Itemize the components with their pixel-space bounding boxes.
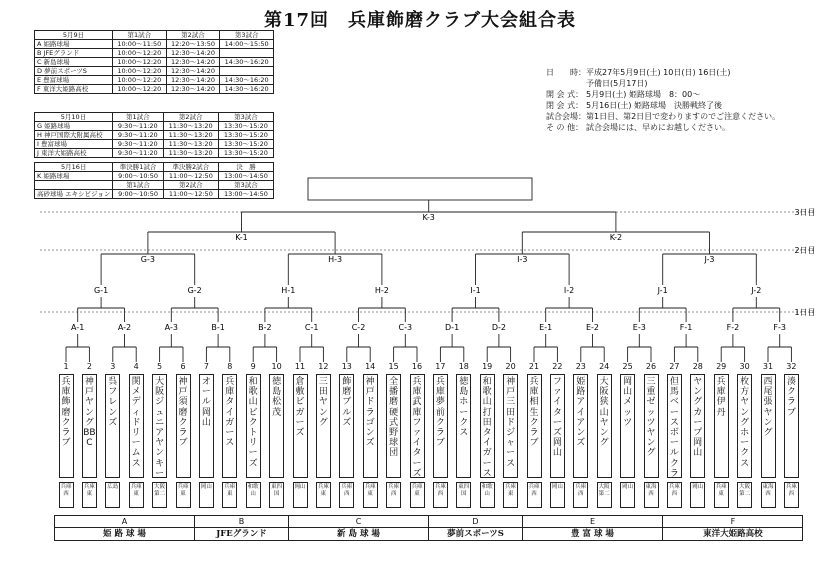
team-name: 神戸須磨クラブ — [176, 374, 191, 478]
venue-name: 夢前スポーツS — [428, 527, 522, 541]
venue-letter: A — [54, 515, 195, 527]
team-name: ファイターズ岡山 — [550, 374, 565, 478]
match-label-round2: I-2 — [563, 286, 575, 295]
venue-letter: F — [662, 515, 803, 527]
schedule-time: 11:30～13:20 — [163, 131, 218, 140]
venue-box — [522, 515, 663, 541]
team-number: 26 — [645, 362, 657, 371]
schedule-time: 13:30～15:20 — [218, 140, 273, 149]
match-label-round1: C-3 — [398, 323, 413, 332]
team-number: 5 — [157, 362, 163, 371]
team-name: 湊クラブ — [784, 374, 799, 478]
team-name: 和歌山ビクトリーズ — [246, 374, 261, 478]
team-number: 30 — [739, 362, 750, 371]
team-number: 4 — [133, 362, 139, 371]
team-name: 神戸三田ドジャース — [503, 374, 518, 478]
team-number: 13 — [341, 362, 352, 371]
schedule-time: 14:30～16:20 — [220, 76, 274, 85]
team-number: 22 — [552, 362, 563, 371]
schedule-time: 9:00～10:50 — [113, 172, 163, 181]
match-label-quarterfinal: J-3 — [704, 255, 715, 264]
schedule-header-cell: 第1試合 — [113, 31, 167, 40]
schedule-time: 12:30～14:20 — [166, 49, 220, 58]
team-number: 1 — [63, 362, 69, 371]
match-label-quarterfinal: G-3 — [140, 255, 155, 264]
team-region: 兵庫西 — [784, 482, 799, 508]
match-label-round1: F-1 — [679, 323, 693, 332]
schedule-header-cell: 第1試合 — [113, 113, 164, 122]
team-region: 和歌山 — [246, 482, 261, 508]
venue-box — [194, 515, 288, 541]
schedule-time: 11:30～13:20 — [163, 140, 218, 149]
team-name: 兵庫タイガース — [222, 374, 237, 478]
team-name: 徳島松茂 — [269, 374, 284, 478]
team-region: 大阪第二 — [152, 482, 167, 508]
team-region: 岡山 — [690, 482, 705, 508]
team-name: ヤングカープ岡山 — [690, 374, 705, 478]
team-number: 28 — [692, 362, 703, 371]
team-number: 6 — [180, 362, 186, 371]
team-region: 東四国 — [456, 482, 471, 508]
schedule-time: 9:30～11:20 — [113, 122, 164, 131]
schedule-venue: C 新島球場 — [35, 58, 113, 67]
team-number: 32 — [786, 362, 797, 371]
team-region: 兵庫西 — [573, 482, 588, 508]
team-number: 15 — [388, 362, 399, 371]
venue-name: 姫 路 球 場 — [54, 527, 195, 541]
schedule-time: 13:30～15:20 — [218, 131, 273, 140]
venue-letter: B — [194, 515, 288, 527]
schedule-header-cell: 第2試合 — [166, 31, 220, 40]
schedule-venue: K 姫路球場 — [35, 172, 113, 181]
schedule-date: 5月10日 — [35, 113, 113, 122]
schedule-venue: B JFEグランド — [35, 49, 113, 58]
venue-name: 豊 富 球 場 — [522, 527, 663, 541]
champion-box — [308, 178, 532, 200]
match-label-round2: J-2 — [751, 286, 762, 295]
team-number: 7 — [203, 362, 209, 371]
schedule-header-cell: 第3試合 — [220, 31, 274, 40]
schedule-time: 14:30～16:20 — [220, 85, 274, 94]
schedule-venue: A 姫路球場 — [35, 40, 113, 49]
venue-name: JFEグランド — [194, 527, 288, 541]
team-name: 和歌山打田タイガース — [480, 374, 495, 478]
team-region: 兵庫西 — [386, 482, 401, 508]
schedule-date: 5月9日 — [35, 31, 113, 40]
schedule-header-cell: 準決勝1試合 — [113, 163, 163, 172]
match-label-round1: E-1 — [539, 323, 553, 332]
team-region: 大阪第二 — [737, 482, 752, 508]
team-number: 31 — [762, 362, 774, 371]
team-name: 神戸ドラゴンズ — [363, 374, 378, 478]
schedule-time: 10:00～12:20 — [113, 49, 167, 58]
match-label-round1: F-3 — [773, 323, 786, 332]
team-region: 東四国 — [269, 482, 284, 508]
schedule-time: 13:00～14:50 — [218, 172, 273, 181]
info-label: 試合会場： — [546, 112, 586, 121]
team-region: 東海西 — [644, 482, 659, 508]
team-region: 兵庫東 — [176, 482, 191, 508]
venue-box — [54, 515, 195, 541]
match-label-round1: A-2 — [117, 323, 132, 332]
venue-letter: C — [288, 515, 429, 527]
schedule-venue: D 夢前スポーツS — [35, 67, 113, 76]
team-name: 全播磨硬式野球団 — [386, 374, 401, 478]
team-region: 兵庫西 — [59, 482, 74, 508]
schedule-time: 13:30～15:20 — [218, 122, 273, 131]
match-label-round1: C-2 — [351, 323, 366, 332]
team-name: 大阪狭山ヤング — [597, 374, 612, 478]
team-number: 2 — [86, 362, 92, 371]
schedule-time: 9:30～11:20 — [113, 149, 164, 158]
team-name: 但馬ベースボールクラ — [667, 374, 682, 478]
schedule-time: 12:30～14:20 — [166, 76, 220, 85]
schedule-header-cell: 第2試合 — [163, 113, 218, 122]
info-label: 開 会 式： — [546, 90, 584, 99]
match-label-round1: E-3 — [632, 323, 646, 332]
match-label-round1: C-1 — [304, 323, 319, 332]
team-number: 24 — [599, 362, 610, 371]
schedule-time: 11:00～12:50 — [163, 172, 218, 181]
team-number: 19 — [482, 362, 493, 371]
round-label-day3: 3日目 — [794, 208, 816, 217]
schedule-time: 14:30～16:20 — [220, 58, 274, 67]
match-label-round2: H-2 — [374, 286, 389, 295]
team-number: 18 — [458, 362, 469, 371]
match-label-round1: A-3 — [164, 323, 178, 332]
schedule-venue: I 豊富球場 — [35, 140, 113, 149]
page-title: 第17回 兵庫飾磨クラブ大会組合表 — [263, 10, 577, 31]
team-region: 岡山 — [550, 482, 565, 508]
team-region: 兵庫東 — [129, 482, 144, 508]
schedule-header-cell: 決 勝 — [218, 163, 273, 172]
schedule-time: 11:30～13:20 — [163, 149, 218, 158]
team-region: 兵庫東 — [503, 482, 518, 508]
schedule-venue: E 豊富球場 — [35, 76, 113, 85]
schedule-time: 11:00～12:50 — [163, 190, 218, 199]
team-name: 兵庫武庫ファイターズ — [410, 374, 425, 478]
team-region: 兵庫東 — [714, 482, 729, 508]
venue-letter: E — [522, 515, 663, 527]
team-region: 兵庫東 — [410, 482, 425, 508]
team-region: 広島 — [105, 482, 120, 508]
team-number: 17 — [435, 362, 446, 371]
match-label-round2: G-2 — [187, 286, 202, 295]
team-number: 8 — [227, 362, 233, 371]
schedule-time: 12:20～13:50 — [166, 40, 220, 49]
schedule-date: 5月16日 — [35, 163, 113, 172]
schedule-time: 12:30～14:20 — [166, 67, 220, 76]
team-number: 14 — [365, 362, 376, 371]
team-name: 神戸ヤングBBC — [82, 374, 97, 478]
team-number: 12 — [318, 362, 329, 371]
info-value: 試合会場には、早めにお越しください。 — [586, 123, 730, 132]
match-label-round1: F-2 — [726, 323, 740, 332]
team-region: 兵庫西 — [667, 482, 682, 508]
match-label-semifinal: K-1 — [235, 233, 248, 242]
schedule-header-cell: 第3試合 — [218, 113, 273, 122]
schedule-time: 10:00～12:20 — [113, 76, 167, 85]
team-number: 29 — [716, 362, 727, 371]
match-label-round2: I-1 — [470, 286, 481, 295]
team-region: 兵庫東 — [82, 482, 97, 508]
team-number: 9 — [250, 362, 256, 371]
team-region: 兵庫東 — [363, 482, 378, 508]
team-region: 大阪第二 — [597, 482, 612, 508]
schedule-time: 10:00～12:20 — [113, 58, 167, 67]
schedule-time: 10:00～11:50 — [113, 40, 167, 49]
match-label-round1: D-1 — [445, 323, 460, 332]
team-name: 兵庫伊丹 — [714, 374, 729, 478]
match-label-round1: E-2 — [585, 323, 600, 332]
match-label-final: K-3 — [422, 213, 435, 222]
team-name: 枚方ヤングホークス — [737, 374, 752, 478]
match-label-quarterfinal: I-3 — [517, 255, 528, 264]
team-name: 三重ゼッツヤング — [644, 374, 659, 478]
schedule-time: 9:00～10:50 — [113, 190, 163, 199]
schedule-time: 9:30～11:20 — [113, 140, 164, 149]
schedule-time: 14:00～15:50 — [220, 40, 274, 49]
team-number: 27 — [669, 362, 680, 371]
team-region: 和歌山 — [480, 482, 495, 508]
venue-name: 新 島 球 場 — [288, 527, 429, 541]
team-name: 飾磨ブルズ — [339, 374, 354, 478]
match-label-round1: B-1 — [211, 323, 225, 332]
team-name: 大阪ジュニアヤンキー — [152, 374, 167, 478]
venue-box — [662, 515, 803, 541]
schedule-time: 第1試合 — [113, 181, 163, 190]
info-value: 5月16日(土) 姫路球場 決勝戦終了後 — [586, 101, 723, 110]
team-name: 岡山メッツ — [620, 374, 635, 478]
schedule-time: 第2試合 — [163, 181, 218, 190]
schedule-time: 9:30～11:20 — [113, 131, 164, 140]
team-number: 23 — [575, 362, 586, 371]
team-name: 兵庫飾磨クラブ — [59, 374, 74, 478]
info-value: 平成27年5月9日(土) 10日(日) 16日(土) — [586, 68, 731, 77]
team-region: 岡山 — [620, 482, 635, 508]
team-number: 10 — [271, 362, 282, 371]
schedule-time: 12:30～14:20 — [166, 58, 220, 67]
schedule-time: 10:00～12:20 — [113, 85, 167, 94]
schedule-time: 13:30～15:20 — [218, 149, 273, 158]
team-region: 岡山 — [199, 482, 214, 508]
team-number: 11 — [294, 362, 306, 371]
team-name: 倉敷ビガーズ — [293, 374, 308, 478]
info-label: 日 時： — [546, 68, 586, 77]
info-value: 第1日目、第2日目で変わりますのでご注意ください。 — [586, 112, 781, 121]
schedule-venue: F 東洋大姫路高校 — [35, 85, 113, 94]
match-label-round1: B-2 — [258, 323, 272, 332]
match-label-round2: H-1 — [281, 286, 296, 295]
schedule-time: 11:30～13:20 — [163, 122, 218, 131]
team-region: 兵庫西 — [433, 482, 448, 508]
match-label-round1: D-2 — [491, 323, 506, 332]
schedule-venue: G 姫路球場 — [35, 122, 113, 131]
match-label-quarterfinal: H-3 — [328, 255, 343, 264]
team-region: 兵庫西 — [527, 482, 542, 508]
info-label: 閉 会 式： — [546, 101, 584, 110]
match-label-round2: J-1 — [657, 286, 668, 295]
team-name: 姫路アイアンズ — [573, 374, 588, 478]
info-value: 予備日(5月17日) — [586, 79, 648, 88]
team-name: 三田ヤング — [316, 374, 331, 478]
venue-letter: D — [428, 515, 522, 527]
venue-box — [288, 515, 429, 541]
team-region: 兵庫東 — [316, 482, 331, 508]
schedule-time: 第3試合 — [218, 181, 273, 190]
team-region: 兵庫東 — [222, 482, 237, 508]
match-label-semifinal: K-2 — [609, 233, 623, 242]
match-label-round2: G-1 — [94, 286, 109, 295]
round-label-day2: 2日目 — [794, 246, 816, 255]
info-label: そ の 他： — [546, 123, 584, 132]
venue-box — [428, 515, 522, 541]
round-label-day1: 1日目 — [794, 308, 816, 317]
schedule-venue: H 神戸国際大附属高校 — [35, 131, 113, 140]
match-label-round1: A-1 — [71, 323, 85, 332]
team-name: 徳島ホークス — [456, 374, 471, 478]
schedule-venue: 高砂球場 エキシビジョン — [35, 190, 113, 199]
team-name: 西尾張ヤング — [761, 374, 776, 478]
venue-name: 東洋大姫路高校 — [662, 527, 803, 541]
schedule-time: 12:30～14:20 — [166, 85, 220, 94]
team-number: 16 — [411, 362, 423, 371]
team-name: オール岡山 — [199, 374, 214, 478]
team-name: 兵庫夢前クラブ — [433, 374, 448, 478]
team-name: 関メディドリームス — [129, 374, 144, 478]
team-number: 25 — [622, 362, 633, 371]
schedule-header-cell: 準決勝2試合 — [163, 163, 218, 172]
team-number: 20 — [505, 362, 516, 371]
schedule-venue: J 東洋大姫路高校 — [35, 149, 113, 158]
team-number: 3 — [110, 362, 116, 371]
schedule-time: 10:00～12:20 — [113, 67, 167, 76]
team-region: 東海西 — [761, 482, 776, 508]
schedule-time: 13:00～14:50 — [218, 190, 273, 199]
team-name: 兵庫相生クラブ — [527, 374, 542, 478]
info-value: 5月9日(土) 姫路球場 8：00～ — [586, 90, 701, 99]
team-name: 呉フレンズ — [105, 374, 120, 478]
team-region: 兵庫西 — [339, 482, 354, 508]
team-region: 岡山 — [293, 482, 308, 508]
team-number: 21 — [528, 362, 540, 371]
